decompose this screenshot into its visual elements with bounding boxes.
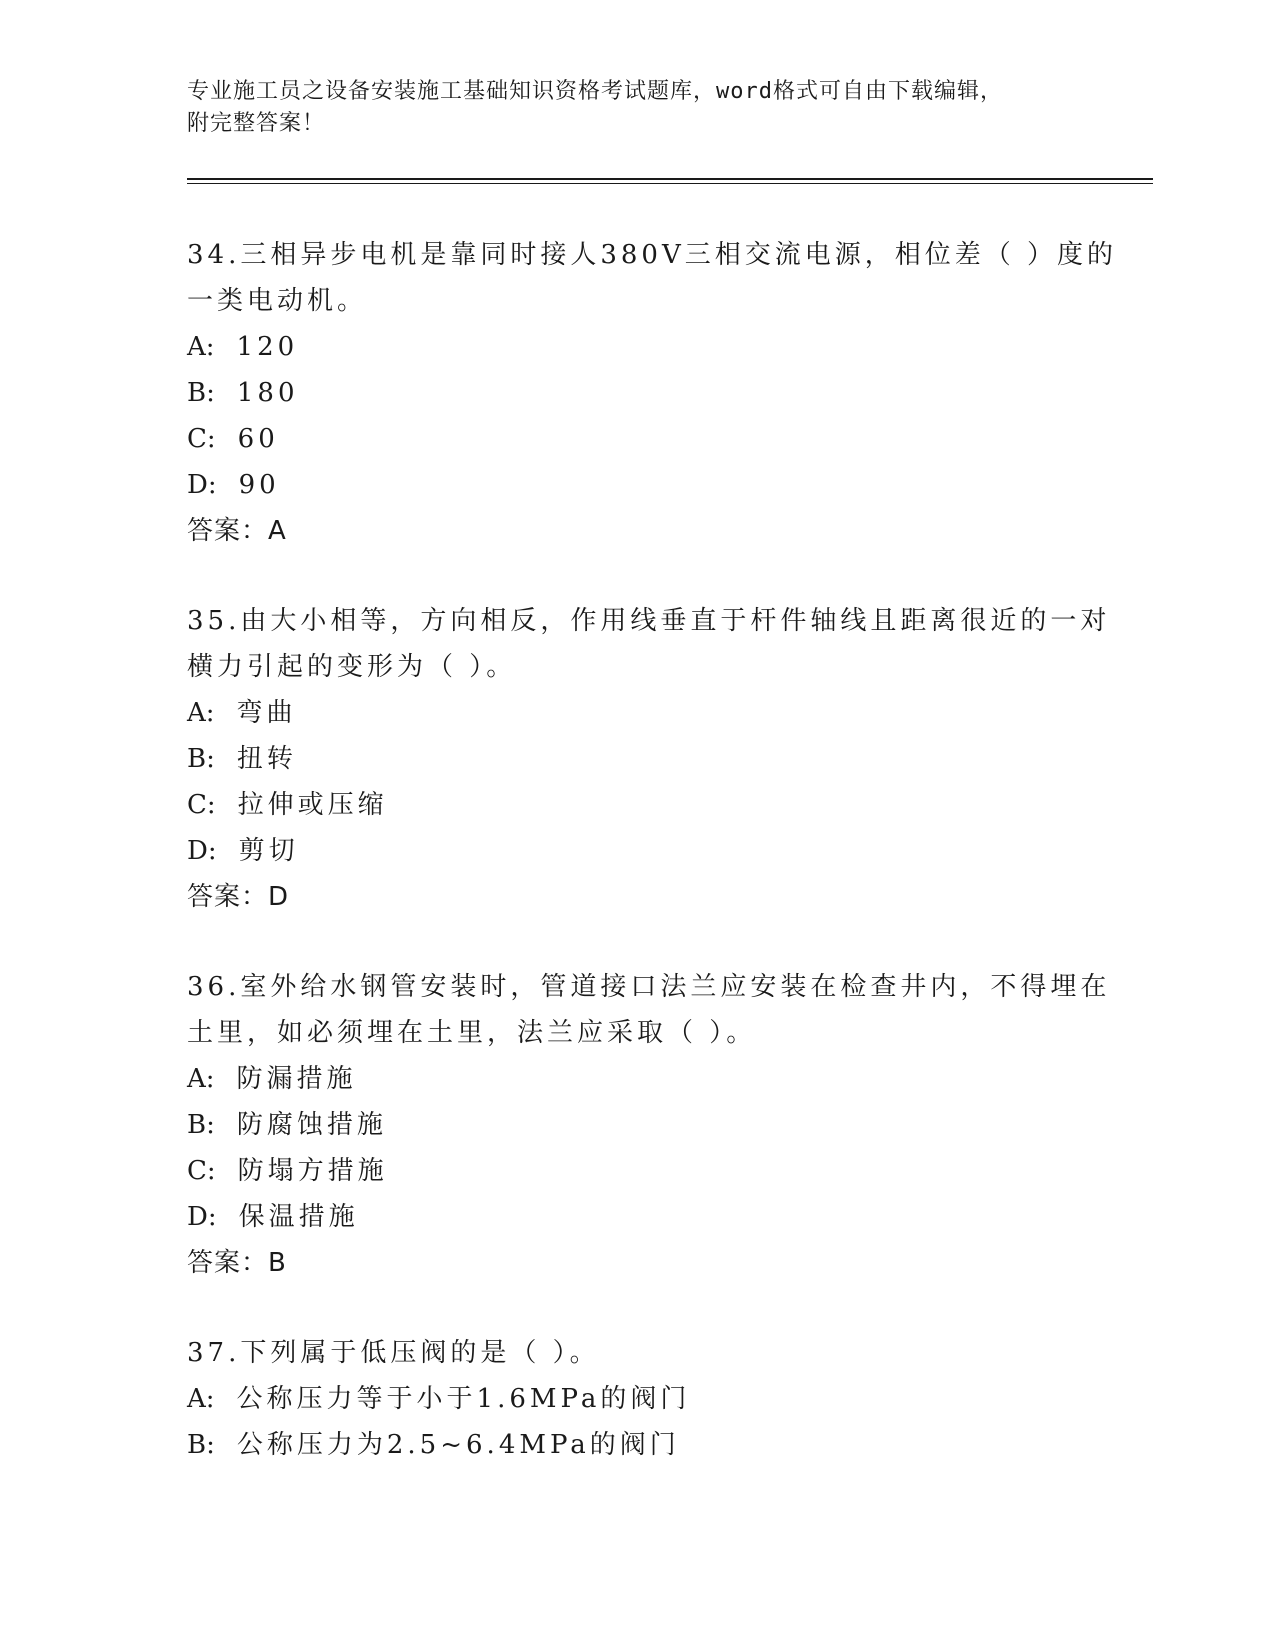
option-text: 剪切 xyxy=(238,836,299,866)
option-b xyxy=(187,370,1087,416)
option-a xyxy=(187,324,1087,370)
question-35 xyxy=(187,598,1111,920)
option-text: 拉伸或压缩 xyxy=(237,790,388,820)
option-text: 防塌方措施 xyxy=(237,1156,388,1186)
option-text: 公称压力等于小于1.6MPa的阀门 xyxy=(236,1384,691,1414)
option-text: 扭转 xyxy=(236,744,297,774)
question-34 xyxy=(187,232,1118,554)
option-d xyxy=(187,1194,1087,1240)
option-text: 保温措施 xyxy=(238,1202,359,1232)
answer-line: 答案：B xyxy=(187,1248,287,1278)
answer-line: 答案：A xyxy=(187,516,287,546)
option-a xyxy=(187,1056,1087,1102)
header-line-2: 附完整答案！ xyxy=(187,111,326,136)
option-key: D: xyxy=(187,836,217,866)
question-stem-line: 34.三相异步电机是靠同时接人380V三相交流电源，相位差（ ）度的 xyxy=(187,240,1118,270)
option-text: 60 xyxy=(237,424,279,454)
option-key: D: xyxy=(187,1202,217,1232)
option-c xyxy=(187,782,1087,828)
option-a xyxy=(187,690,1087,736)
question-stem-line: 横力引起的变形为（ ）。 xyxy=(187,652,517,682)
answer-line: 答案：D xyxy=(187,882,290,912)
option-key: B: xyxy=(187,1110,215,1140)
option-key: C: xyxy=(187,424,216,454)
option-text: 120 xyxy=(236,332,299,362)
option-c xyxy=(187,416,1087,462)
option-b xyxy=(187,1102,1087,1148)
option-d xyxy=(187,828,1087,874)
option-text: 180 xyxy=(236,378,299,408)
question-stem-line: 土里，如必须埋在土里，法兰应采取（ ）。 xyxy=(187,1018,757,1048)
question-stem-line: 一类电动机。 xyxy=(187,286,368,316)
header-divider-thick xyxy=(187,178,1153,180)
header-line-1: 专业施工员之设备安装施工基础知识资格考试题库，word格式可自由下载编辑， xyxy=(187,79,1003,104)
question-stem-line: 35.由大小相等，方向相反，作用线垂直于杆件轴线且距离很近的一对 xyxy=(187,606,1111,636)
option-key: A: xyxy=(187,1064,215,1094)
option-b xyxy=(187,736,1087,782)
option-text: 公称压力为2.5~6.4MPa的阀门 xyxy=(236,1430,680,1460)
question-37 xyxy=(187,1330,1087,1468)
option-key: C: xyxy=(187,1156,216,1186)
option-a xyxy=(187,1376,1087,1422)
option-b xyxy=(187,1422,1087,1468)
option-d xyxy=(187,462,1087,508)
option-key: B: xyxy=(187,1430,215,1460)
option-key: A: xyxy=(187,332,215,362)
option-c xyxy=(187,1148,1087,1194)
document-header xyxy=(187,76,1067,140)
option-key: A: xyxy=(187,698,215,728)
option-key: B: xyxy=(187,378,215,408)
question-36 xyxy=(187,964,1111,1286)
option-text: 弯曲 xyxy=(236,698,297,728)
option-key: C: xyxy=(187,790,216,820)
option-text: 防漏措施 xyxy=(236,1064,357,1094)
option-text: 90 xyxy=(238,470,280,500)
header-divider-thin xyxy=(187,183,1153,184)
question-stem-line: 36.室外给水钢管安装时，管道接口法兰应安装在检查井内，不得埋在 xyxy=(187,972,1111,1002)
option-key: A: xyxy=(187,1384,215,1414)
option-key: B: xyxy=(187,744,215,774)
option-key: D: xyxy=(187,470,217,500)
option-text: 防腐蚀措施 xyxy=(236,1110,387,1140)
question-stem-line: 37.下列属于低压阀的是（ ）。 xyxy=(187,1338,600,1368)
